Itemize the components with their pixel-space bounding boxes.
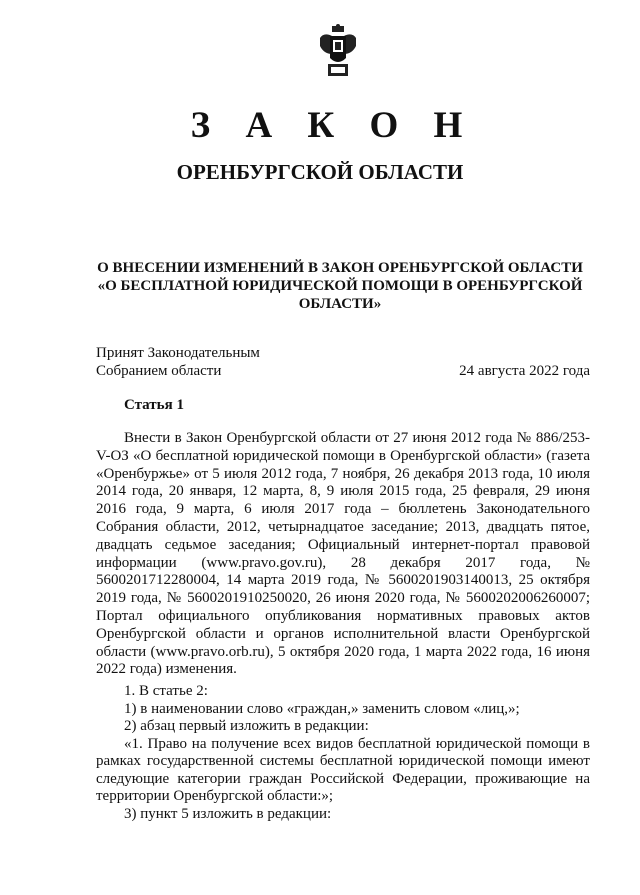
law-heading (90, 259, 590, 313)
subitem-2: 2) абзац первый изложить в редакции: (124, 718, 369, 734)
document-subtitle: ОРЕНБУРГСКОЙ ОБЛАСТИ (176, 160, 464, 184)
subitem-1: 1) в наименовании слово «граждан,» заменить словом «лиц,»; (124, 700, 520, 717)
adoption-date: 24 августа 2022 года (459, 363, 590, 379)
article-title: Статья 1 (124, 397, 184, 413)
subitem-3: 3) пункт 5 изложить в редакции: (124, 805, 332, 822)
item-1: 1. В статье 2: (124, 683, 208, 699)
adoption-line-1: Принят Законодательным (96, 345, 260, 361)
amendment-items (96, 683, 590, 823)
law-heading-line-1: О ВНЕСЕНИИ ИЗМЕНЕНИЙ В ЗАКОН ОРЕНБУРГСКОЙ ОБЛАСТИ (97, 260, 583, 276)
adoption-note (96, 344, 260, 380)
coat-of-arms-icon (318, 24, 358, 80)
article-paragraph: Внести в Закон Оренбургской области от 27 июня 2012 года № 886/253-V-ОЗ «О бесплатной юридической помощи в Оренбургской области» (газета «Оренбуржье» от 5 июля 2012 года, 7 ноября, 26 декабря 2013 года, 10 июля 2014 года, 20 января, 12 марта, 8, 9 июля 2015 года, 25 февраля, 29 июня 2016 года, 9 марта, 6 июля 2017 года – бюллетень Законодательного Собрания области, 2012, четырнадцатое заседание; 2013, двадцать пятое, двадцать седьмое заседания; Официальный интернет-портал правовой информации (www.pravo.gov.ru), 28 декабря 2017 года, № 5600201712280004, 14 марта 2019 года, № 5600201903140013, 25 октября 2019 года, № 5600201910250020, 26 июня 2020 года, № 5600202006260007; Портал официального опубликования нормативных правовых актов Оренбургской области и органов исполнительной власти Оренбургской области (www.pravo.orb.ru), 5 октября 2020 года, 1 марта 2022 года, 16 июня 2022 года) изменения. (96, 430, 590, 678)
adoption-line-2: Собранием области (96, 363, 222, 379)
law-heading-line-3: ОБЛАСТИ» (298, 296, 382, 312)
document-title: З А К О Н (190, 105, 476, 146)
law-heading-line-2: «О БЕСПЛАТНОЙ ЮРИДИЧЕСКОЙ ПОМОЩИ В ОРЕНБУРГСКОЙ (97, 278, 583, 294)
quoted-text: «1. Право на получение всех видов бесплатной юридической помощи в рамках государственной системы бесплатной юридической помощи имеют следующие категории граждан Российской Федерации, проживающие на территории Оренбургской области:»; (96, 735, 590, 804)
